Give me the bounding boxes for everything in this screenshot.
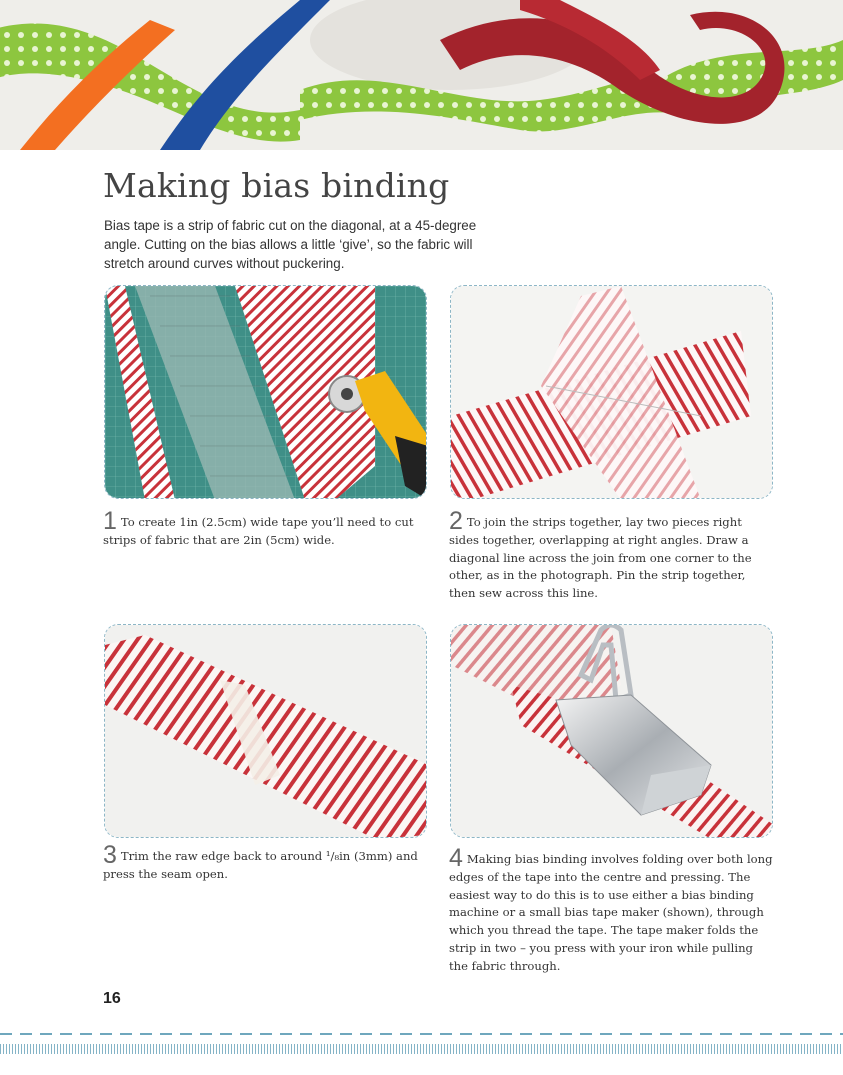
step-2 [449,507,775,603]
step-text: To join the strips together, lay two pieces right sides together, overlapping at right angles. Draw a diagonal line across the join from one corner to the other, as in the photograph. Pin the strip together, then sew across this line. [449,515,752,601]
step-number: 4 [449,844,463,872]
step-number: 1 [103,507,117,535]
step-text: To create 1in (2.5cm) wide tape you’ll need to cut strips of fabric that are 2in (5cm) wide. [103,515,414,547]
footer-dashed-rule [0,1033,843,1035]
footer-tick-border [0,1044,843,1054]
step-text: Trim the raw edge back to around ¹/₈in (3mm) and press the seam open. [103,849,418,881]
intro-paragraph: Bias tape is a strip of fabric cut on the diagonal, at a 45-degree angle. Cutting on the bias allows a little ‘give’, so the fabric will stretch around curves without puckering. [104,218,477,271]
step-3-photo [104,624,427,838]
step-3 [103,841,429,884]
step-4-photo [450,624,773,838]
hero-ribbons-image [0,0,843,150]
step-4 [449,844,775,976]
step-1-photo [104,285,427,499]
step-1 [103,507,429,550]
page-number: 16 [103,990,121,1007]
step-number: 3 [103,841,117,869]
step-number: 2 [449,507,463,535]
step-2-photo [450,285,773,499]
page-title: Making bias binding [103,166,450,205]
step-text: Making bias binding involves folding over both long edges of the tape into the centre and pressing. The easiest way to do this is to use either a bias binding machine or a small bias tape maker (shown), through which you thread the tape. The tape maker folds the strip in two – you press with your iron while pulling the fabric through. [449,852,773,973]
